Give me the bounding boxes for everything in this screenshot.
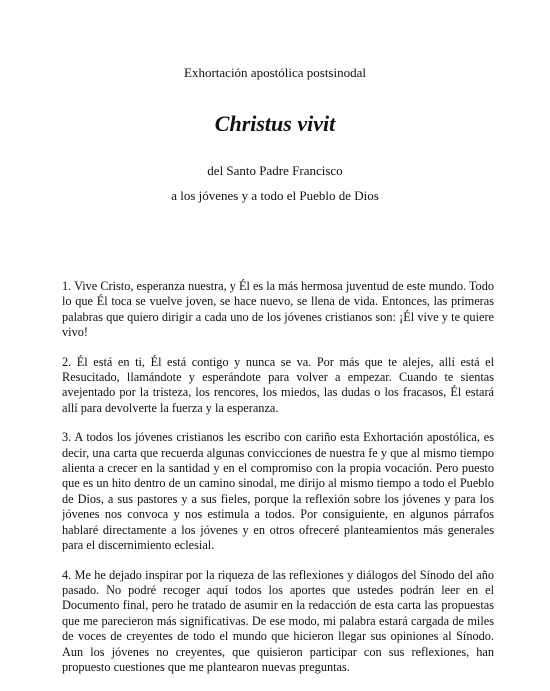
document-byline: del Santo Padre Francisco [207, 163, 343, 178]
paragraph-3: 3. A todos los jóvenes cristianos les escribo con cariño esta Exhortación apostólica, es decir, una carta que recuerda algunas convicciones de nuestra fe y que al mismo tiempo alienta a crecer en la santidad y en el compromiso con la propia vocación. Pero puesto que es un hito dentro de un camino sinodal, me dirijo al mismo tiempo a todo el Pueblo de Dios, a sus pastores y a sus fieles, porque la reflexión sobre los jóvenes y para los jóvenes nos convoca y nos estimula a todos. Por consiguiente, en algunos párrafos hablaré directamente a los jóvenes y en otros ofreceré planteamientos más generales para el discernimiento eclesial. [62, 430, 494, 553]
document-kicker: Exhortación apostólica postsinodal [184, 65, 366, 80]
document-dedication: a los jóvenes y a todo el Pueblo de Dios [171, 188, 379, 203]
paragraph-2: 2. Él está en ti, Él está contigo y nunca se va. Por más que te alejes, allí está el Resucitado, llamándote y esperándote para volver a empezar. Cuando te sientas avejentado por la tristeza, los rencores, los miedos, las dudas o los fracasos, Él estará allí para devolverte la fuerza y la esperanza. [62, 354, 494, 415]
paragraph-4: 4. Me he dejado inspirar por la riqueza de las reflexiones y diálogos del Sínodo del año pasado. No podré recoger aquí todos los aportes que ustedes podrán leer en el Documento final, pero he tratado de asumir en la redacción de esta carta las propuestas que me parecieron más significativas. De ese modo, mi palabra estará cargada de miles de voces de creyentes de todo el mundo que hicieron llegar sus opiniones al Sínodo. Aun los jóvenes no creyentes, que quisieron participar con sus reflexiones, han propuesto cuestiones que me plantearon nuevas preguntas. [62, 567, 494, 674]
document-body [62, 279, 494, 689]
paragraph-1: 1. Vive Cristo, esperanza nuestra, y Él es la más hermosa juventud de este mundo. Todo lo que Él toca se vuelve joven, se hace nuevo, se llena de vida. Entonces, las primeras palabras que quiero dirigir a cada uno de los jóvenes cristianos son: ¡Él vive y te quiere vivo! [62, 279, 494, 340]
document-title: Christus vivit [214, 111, 336, 136]
